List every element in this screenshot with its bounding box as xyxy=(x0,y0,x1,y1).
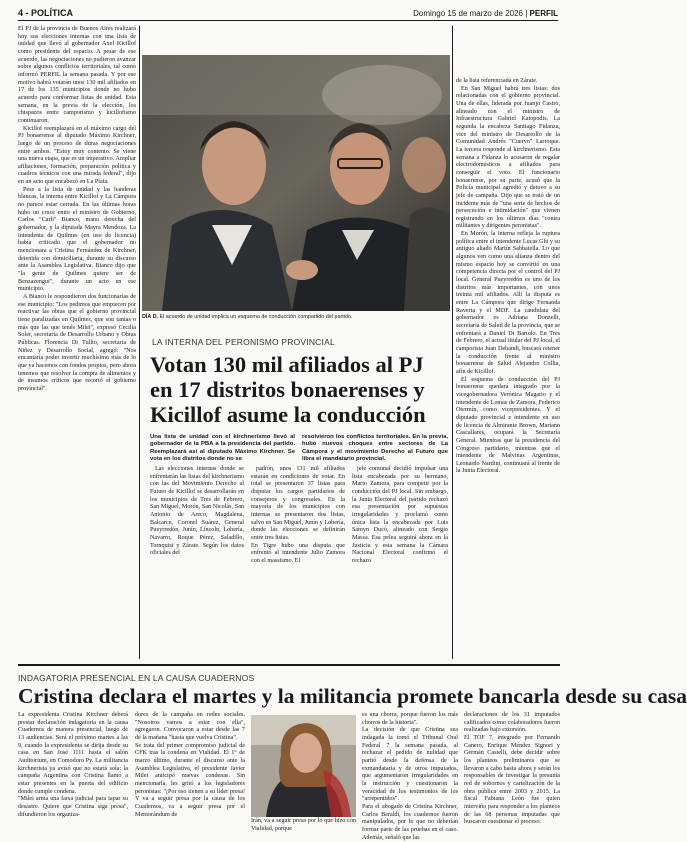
story1-right-column xyxy=(456,78,560,658)
header-paper: PERFIL xyxy=(529,8,558,18)
story2-column: es una chorra, porque fueron los más chorros de la historia". La decisión de que Cristina sea indagada la tomó el Tribunal Oral Federal 7 la semana pasada, al rechazar el pedido de nulidad que partió desde la defensa de la exmandataria y de otros imputados, que argumentaron irregularidades en la instrucción y cuestionaron la veracidad de los testimonios de los "arrepentidos". Para el abogado de Cristina Kirchner, Carlos Beraldi, los cuadernos fueron manipulados, por lo que no deberían formar parte de las pruebas en el caso. Además, señaló que las xyxy=(362,712,458,841)
story2-kicker: INDAGATORIA PRESENCIAL EN LA CAUSA CUADERNOS xyxy=(18,673,255,683)
story1-headline: Votan 130 mil afiliados al PJ en 17 distritos bonaerenses y Kicillof asume la conducción xyxy=(150,352,426,427)
header-date-line: Domingo 15 de marzo de 2026 | PERFIL xyxy=(413,8,558,18)
story1-lead-right: resolvieron los conflictos territoriales. En la previa, hubo nuevos choques entre sectores de La Cámpora y el movimiento Derecho al Futuro que libra el mandatario provincial. xyxy=(302,434,448,463)
caption-label: DÍA D. xyxy=(142,314,158,320)
column-divider xyxy=(452,26,453,659)
paragraph: El esquema de conducción del PJ bonaerense quedará integrado por la vicegobernadora Verónica Magario y el intendente de Lomas de Zamora, Federico Otermín, como vicepresidentes. Y el diputado provincial e intendente en uso de licencia de Almirante Brown, Mariano Cascallares, ocupará la Secretaría General. Mientras que la presidencia del Congreso partidario, mientras que el intendente de Malvinas Argentinas, Leonardo Nardini, continuará al frente de la Junta Electoral. xyxy=(456,376,560,475)
story-separator xyxy=(18,664,560,666)
paragraph: En San Miguel habrá tres listas: dos relacionadas con el gobierno provincial. Una de ellas, liderada por Juanjo Castro, alineado con el ministro de Infraestructura Gabriel Katopodis. La segunda la encabeza Santiago Fidanza, vice del ministro de Desarrollo de la Comunidad Andrés "Cuervo" Larroque. La tercera responde al kirchnerismo. Esta semana a Fidanza lo acusaron de regalar electrodomésticos a afiliados para conseguir el voto. El funcionario bonaerense, por su parte, acusó que la Policía municipal agredió y detuvo a su jefe de campaña. Dijo que se trató de un incidente más de "una serie de hechos de persecución e intimidación" que vienen registrando en los últimos días "contra militantes y dirigentes peronistas". xyxy=(456,85,560,230)
paragraph: En Morón, la interna refleja la ruptura política entre el intendente Lucas Ghi y su antiguo aliado Martín Sabbatella. Lo que algunos ven como una alianza dentro del mismo espacio hoy se convirtió en una competencia directa por el control del PJ local. General Pueyrredón es uno de los distritos más importantes, con unos treinta mil afiliados. Allí la disputa es entre La Cámpora que dirige Fernanda Raverta y el MDF. La candidata del gobernador es Adriana Donzelli, secretaria de Salud de la provincia, que se enfrentará a Daniel Di Bartolo. En Tres de Febrero, el actual titular del PJ local, el camporista Juan Debandi, buscará retener la conducción frente al ministro bonaerense de Salud Alejandro Collia, afín de Kicillof. xyxy=(456,231,560,375)
story1-body-column: jefe comunal decidió impulsar una lista encabezada por su hermano, Mario Zamora, para competir por la conducción del PJ local. Sin embargo, la Junta Electoral del partido rechazó esa presentación por supuestas irregularidades y proclamó como única lista la encabezada por Luis Samyn Ducó, alineado con Sergio Massa. Esa pelea seguirá ahora en la Justicia y esta semana la Cámara Nacional Electoral confirmó el rechazo xyxy=(352,466,448,564)
story2-column: Irán, va a seguir presa por lo que hizo con Vialidad, porque xyxy=(251,818,356,832)
photo-illustration xyxy=(251,715,356,817)
story1-body-column: padrón, unos 131 mil afiliados estarán en condiciones de votar. En total se presentaron 37 listas para disputar los cargos partidarios de consejeros y congresales. En la mayoría de los municipios con internas se presentaron dos listas, salvo en San Miguel, Junín y Lobería, donde las elecciones se definirán entre tres listas. En Tigre hubo una disputa que enfrentó al intendente Julio Zamora con el massismo. El xyxy=(251,466,345,564)
story2-column: La expresidenta Cristina Kirchner deberá prestar declaración indagatoria en la causa Cuadernos de manera presencial, luego de 13 audiencias. Será el próximo martes a las 9, cuando la expresidenta se dirija desde su casa en San José 1111 hasta el salón Auditorium, en Comodoro Py. La militancia kirchnerista ya avisó que no estará sola: la campaña Argentina con Cristina llamó a estar presentes en la puerta del edificio donde cumple condena. "Milei arma una farsa judicial para tapar su desastre. Quiere que Cristina siga presa", difundieron los organiza- xyxy=(18,712,128,818)
story2-headline: Cristina declara el martes y la militancia promete bancarla desde su casa xyxy=(18,684,687,708)
caption-text: El acuerdo de unidad implica un esquema de conducción compartido del partido. xyxy=(159,314,353,320)
story2-column: dores de la campaña en redes sociales. "Nosotros vamos a estar con ella", agregaron. Convocaron a estar desde las 7 de la mañana "hasta que vuelva Cristina". Se trata del primer compromiso judicial de CFK tras la condena en Vialidad. El 1° de marzo último, durante el discurso ante la Asamblea Legislativa, el presidente Javier Milei anticipó nuevas condenas. Sin mencionarla, les gritó a los legisladores peronistas: "¡Por eso tienen a su líder presa! Y va a seguir presa por la causa de los Cuadernos, va a seguir presa por el Memorándum de xyxy=(135,712,245,818)
photo-illustration xyxy=(142,55,450,311)
story1-lead-left: Una lista de unidad con el kirchnerismo llevó al gobernador de la PBA a la presidencia del partido. Reemplazará así al diputado Máximo Kirchner. Se vota en los distritos donde no se xyxy=(150,434,295,463)
story2-column: declaraciones de los 31 imputados calificados como colaboradores fueron realizadas bajo extorsión. El TOF 7, integrado por Fernando Canero, Enrique Méndez Signori y Germán Castelli, debe decidir sobre los planteos preliminares que se llevaron a cabo hasta ahora y serán los responsables de investigar la presunta red de sobornos y cartelización de la obra pública entre 2003 y 2015. La fiscal Fabiana León fue quien interviño para responder a los planteos de las 68 personas imputadas que buscaron cuestionar el proceso. xyxy=(464,712,560,826)
paragraph: Pese a la lista de unidad y las banderas blancas, la interna entre Kicillof y La Cámpora no parece estar cerrada. En las últimas horas hubo un cruce entre el ministro de Gobierno, Carlos "Carli" Bianco, mano derecha del gobernador, y la diputada Mayra Mendoza. La intendenta de Quilmes (en uso de licencia) había criticado que el gobernador no mencionara a Cristina Fernández de Kirchner, detenida con domiciliaria, durante su discurso ante la Asamblea Legislativa. Bianco dijo que "la gente de Quilmes quiere ser de Benzazengui", durante un acto en ese municipio. xyxy=(18,186,136,293)
story1-left-column xyxy=(18,26,136,659)
paragraph: de la lista referenciada en Zárate. xyxy=(456,78,538,84)
paragraph: Kicillof reemplazará en el máximo cargo del PJ bonaerense al diputado Máximo Kirchner, luego de un proceso de duras negociaciones entre ambos. "Estoy muy contento. Se viene una nueva etapa, que es un imperativo. Ampliar afiliaciones, formación, preparación política y cuadros técnicos con una mirada federal", dijo en un acto que encabezó en La Plata. xyxy=(18,125,136,186)
story1-body-column: Las elecciones internas donde se enfrentarán las listas del kirchnerismo con las del Movimiento Derecho al Futuro de Kicillof se desarrollarán en los municipios de Tres de Febrero, San Miguel, Morón, San Nicolás, San Antonio de Areco, Magdalena, Balcarce, Coronel Suárez, General Pueyrredón, Junín, Lincoln, Lobería, Navarro, Roque Pérez, Saladillo, Tornquist y Zárate. Según los datos oficiales del xyxy=(150,466,244,557)
story2-photo xyxy=(251,715,356,817)
paragraph: A Bianco le respondieron dos funcionarias de ese municipio: "Los pedimos que empiecen por reactivar las obras que el gobierno provincial tiene paralizadas en Quilmes, que son tantas o más que las que tenés Milei", expresó Cecilia Soler, secretaria de Desarrollo Urbano y Obras Públicas. Florencia Di Tullio, secretaria de Niñez y Desarrollo Social, agregó: "Nos encantaría poder invertir muchísimo más de lo que ya hacemos con fondos propios, pero ahora tenemos que resolver la compra de alimentos y de insumos críticos que recortó el gobierno provincial". xyxy=(18,293,136,392)
story1-kicker: LA INTERNA DEL PERONISMO PROVINCIAL xyxy=(152,337,335,347)
column-divider xyxy=(139,26,140,659)
photo-caption xyxy=(142,314,450,321)
page-header xyxy=(18,6,558,21)
header-date: Domingo 15 de marzo de 2026 xyxy=(413,8,524,18)
paragraph: El PJ de la provincia de Buenos Aires realizará hoy sus elecciones internas con una lista de unidad que llevó al gobernador Axel Kicillof como presidente del espacio. A pesar de ese acuerdo, las negociaciones no pudieron avanzar sobre algunos conflictos territoriales, tal como informó PERFIL la semana pasada. Y por ese motivo habrá votarán unos 130 mil afiliados en 17 de los 135 municipios donde no hubo acuerdo para conformar listas de unidad. Esta semana, en la previa de la elección, los chispazos entre camporismo y kicillofismo continuaron. xyxy=(18,26,136,124)
section-label: 4 - POLÍTICA xyxy=(18,8,74,18)
story1-photo xyxy=(142,55,450,311)
